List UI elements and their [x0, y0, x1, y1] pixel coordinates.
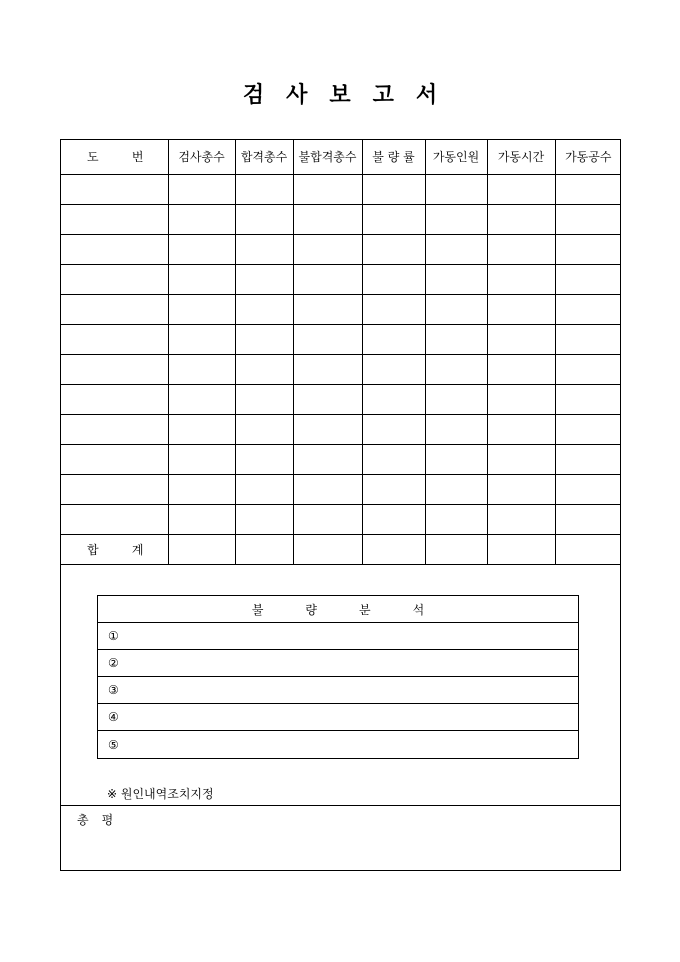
table-cell[interactable]	[61, 264, 168, 294]
table-cell[interactable]	[362, 504, 425, 534]
table-cell[interactable]	[487, 384, 555, 414]
title-char: 검	[242, 82, 265, 108]
total-cell[interactable]	[293, 534, 362, 564]
table-cell[interactable]	[61, 174, 168, 204]
total-label: 합 계	[61, 534, 168, 564]
table-cell[interactable]	[487, 264, 555, 294]
title-char: 사	[286, 82, 308, 108]
table-cell[interactable]	[293, 264, 362, 294]
header-defect-rate: 불 량 률	[362, 140, 425, 174]
table-cell[interactable]	[235, 234, 293, 264]
total-cell[interactable]	[555, 534, 621, 564]
table-cell[interactable]	[235, 264, 293, 294]
table-cell[interactable]	[293, 324, 362, 354]
table-row	[61, 264, 621, 294]
table-cell[interactable]	[425, 444, 487, 474]
table-cell[interactable]	[425, 354, 487, 384]
table-cell[interactable]	[362, 444, 425, 474]
table-cell[interactable]	[425, 294, 487, 324]
table-cell[interactable]	[362, 174, 425, 204]
table-row	[61, 324, 621, 354]
table-cell[interactable]	[487, 354, 555, 384]
table-cell[interactable]	[425, 174, 487, 204]
table-cell[interactable]	[425, 204, 487, 234]
table-cell[interactable]	[168, 264, 235, 294]
table-cell[interactable]	[555, 504, 621, 534]
table-cell[interactable]	[487, 504, 555, 534]
table-cell[interactable]	[555, 384, 621, 414]
table-cell[interactable]	[555, 294, 621, 324]
table-cell[interactable]	[168, 474, 235, 504]
table-row	[61, 474, 621, 504]
table-cell[interactable]	[61, 204, 168, 234]
table-cell[interactable]	[235, 354, 293, 384]
total-cell[interactable]	[425, 534, 487, 564]
table-row	[61, 444, 621, 474]
table-cell[interactable]	[555, 234, 621, 264]
header-inspection-total: 검사총수	[168, 140, 235, 174]
table-cell[interactable]	[425, 414, 487, 444]
table-cell[interactable]	[362, 324, 425, 354]
total-cell[interactable]	[235, 534, 293, 564]
analysis-item[interactable]: ①	[98, 623, 578, 650]
total-cell[interactable]	[487, 534, 555, 564]
table-cell[interactable]	[168, 504, 235, 534]
table-cell[interactable]	[293, 444, 362, 474]
table-cell[interactable]	[61, 324, 168, 354]
defect-analysis-title: 불 량 분 석	[98, 596, 578, 623]
table-row	[61, 504, 621, 534]
table-cell[interactable]	[487, 234, 555, 264]
table-cell[interactable]	[168, 444, 235, 474]
table-cell[interactable]	[425, 264, 487, 294]
table-cell[interactable]	[293, 474, 362, 504]
table-row	[61, 414, 621, 444]
table-cell[interactable]	[235, 414, 293, 444]
table-cell[interactable]	[61, 504, 168, 534]
section-divider	[61, 805, 620, 806]
table-cell[interactable]	[61, 474, 168, 504]
analysis-item[interactable]: ⑤	[108, 737, 119, 752]
cause-action-note: ※ 원인내역조치지정	[107, 787, 214, 801]
table-row	[61, 174, 621, 204]
table-cell[interactable]	[168, 384, 235, 414]
table-cell[interactable]	[555, 174, 621, 204]
table-cell[interactable]	[293, 414, 362, 444]
title-char: 보	[329, 82, 351, 108]
table-cell[interactable]	[168, 174, 235, 204]
table-cell[interactable]	[362, 204, 425, 234]
title-char: 서	[415, 82, 438, 108]
table-cell[interactable]	[235, 174, 293, 204]
header-man-hours: 가동공수	[555, 140, 621, 174]
table-row	[61, 384, 621, 414]
table-cell[interactable]	[555, 324, 621, 354]
title-char: 고	[372, 82, 394, 108]
table-cell[interactable]	[487, 414, 555, 444]
table-cell[interactable]	[555, 414, 621, 444]
table-cell[interactable]	[168, 294, 235, 324]
total-row	[61, 534, 621, 564]
table-cell[interactable]	[425, 474, 487, 504]
table-cell[interactable]	[61, 384, 168, 414]
table-cell[interactable]	[425, 384, 487, 414]
table-cell[interactable]	[487, 324, 555, 354]
table-cell[interactable]	[61, 294, 168, 324]
inspection-table	[61, 140, 621, 565]
header-fail-total: 불합격총수	[293, 140, 362, 174]
table-cell[interactable]	[293, 234, 362, 264]
table-cell[interactable]	[487, 474, 555, 504]
table-cell[interactable]	[168, 234, 235, 264]
table-header-row	[61, 140, 621, 174]
table-cell[interactable]	[362, 384, 425, 414]
table-cell[interactable]	[555, 354, 621, 384]
table-cell[interactable]	[293, 504, 362, 534]
table-row	[61, 354, 621, 384]
table-cell[interactable]	[293, 294, 362, 324]
table-cell[interactable]	[235, 294, 293, 324]
table-cell[interactable]	[168, 414, 235, 444]
header-operators: 가동인원	[425, 140, 487, 174]
table-row	[61, 294, 621, 324]
header-drawing-number: 도 번	[61, 140, 168, 174]
table-cell[interactable]	[61, 234, 168, 264]
total-cell[interactable]	[168, 534, 235, 564]
table-cell[interactable]	[61, 414, 168, 444]
report-form	[60, 139, 621, 871]
table-row	[61, 204, 621, 234]
table-cell[interactable]	[555, 444, 621, 474]
analysis-item[interactable]: ④	[98, 704, 578, 731]
table-cell[interactable]	[293, 384, 362, 414]
table-cell[interactable]	[425, 324, 487, 354]
table-cell[interactable]	[362, 294, 425, 324]
table-cell[interactable]	[487, 444, 555, 474]
header-operating-hours: 가동시간	[487, 140, 555, 174]
table-cell[interactable]	[555, 474, 621, 504]
table-cell[interactable]	[168, 204, 235, 234]
defect-analysis-box	[97, 595, 579, 759]
table-cell[interactable]	[235, 204, 293, 234]
table-cell[interactable]	[235, 474, 293, 504]
table-cell[interactable]	[235, 504, 293, 534]
table-cell[interactable]	[293, 174, 362, 204]
table-cell[interactable]	[555, 204, 621, 234]
table-cell[interactable]	[362, 264, 425, 294]
table-cell[interactable]	[555, 264, 621, 294]
table-cell[interactable]	[235, 444, 293, 474]
table-cell[interactable]	[487, 204, 555, 234]
general-review-label[interactable]: 총 평	[77, 813, 114, 827]
table-cell[interactable]	[362, 474, 425, 504]
table-cell[interactable]	[168, 354, 235, 384]
table-cell[interactable]	[425, 234, 487, 264]
table-row	[61, 234, 621, 264]
table-cell[interactable]	[425, 504, 487, 534]
table-cell[interactable]	[293, 204, 362, 234]
table-cell[interactable]	[168, 324, 235, 354]
table-cell[interactable]	[61, 354, 168, 384]
table-cell[interactable]	[235, 324, 293, 354]
total-cell[interactable]	[362, 534, 425, 564]
table-cell[interactable]	[235, 384, 293, 414]
table-cell[interactable]	[293, 354, 362, 384]
table-cell[interactable]	[487, 174, 555, 204]
analysis-item[interactable]: ②	[98, 650, 578, 677]
table-cell[interactable]	[362, 414, 425, 444]
table-cell[interactable]	[362, 354, 425, 384]
analysis-item[interactable]: ③	[98, 677, 578, 704]
table-cell[interactable]	[362, 234, 425, 264]
table-cell[interactable]	[487, 294, 555, 324]
table-cell[interactable]	[61, 444, 168, 474]
document-title	[0, 78, 680, 109]
header-pass-total: 합격총수	[235, 140, 293, 174]
